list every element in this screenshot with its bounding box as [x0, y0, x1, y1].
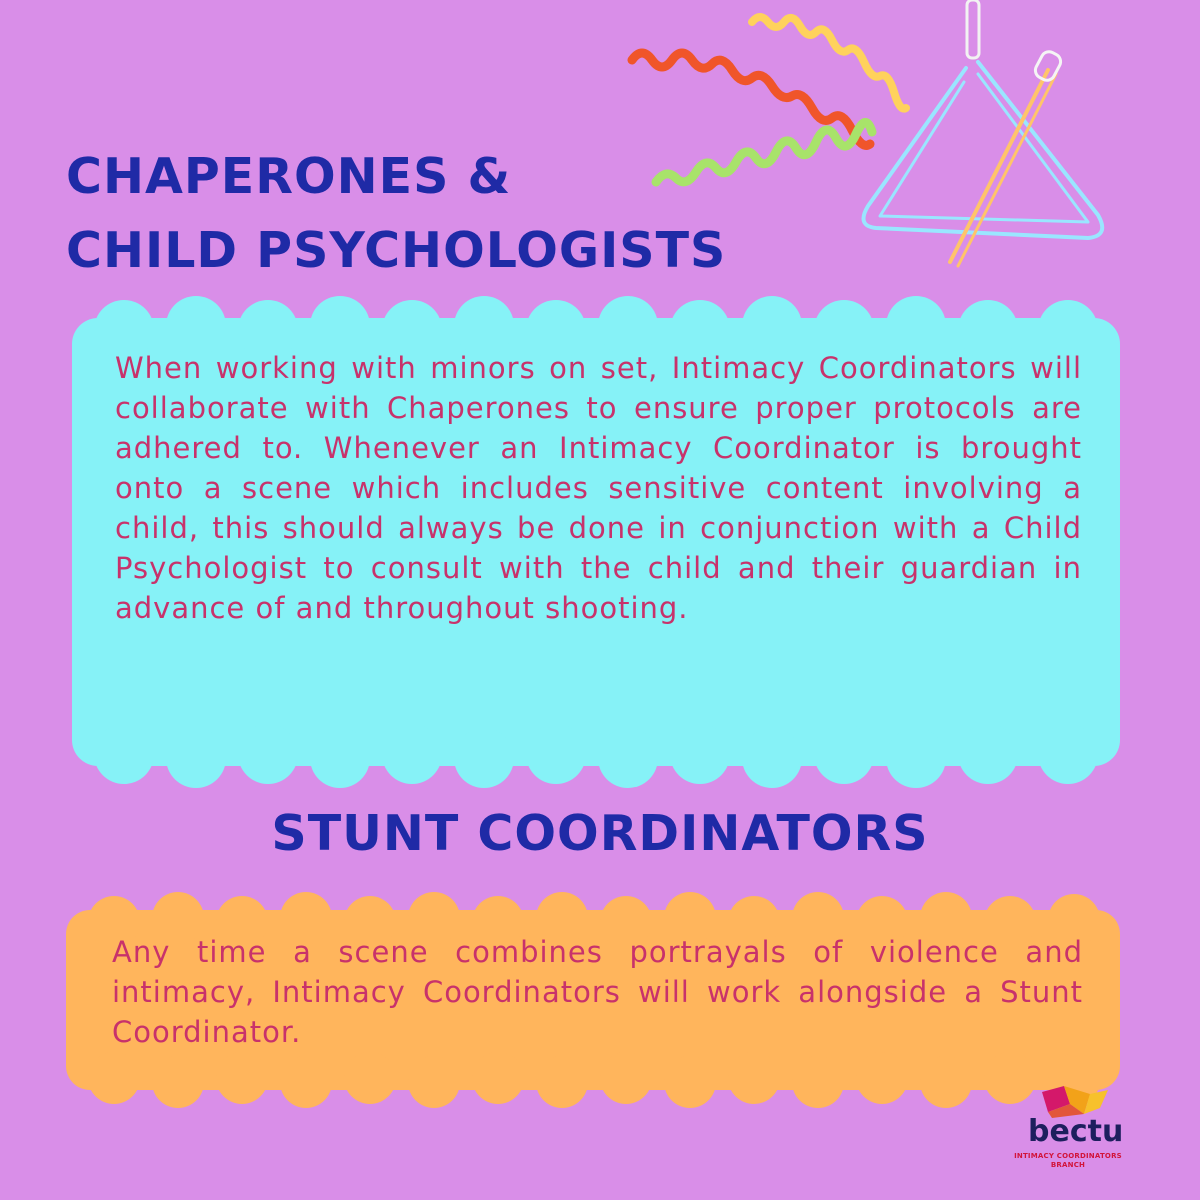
- chaperones-info-box: [72, 300, 1120, 784]
- stunt-info-box: [66, 896, 1120, 1104]
- squiggle-yellow-icon: [752, 17, 906, 109]
- chaperones-body-text: When working with minors on set, Intimacy Coordinators will collaborate with Chaperones to ensure proper protocols are adhered to. Whenever an Intimacy Coordinator is brought onto a scene which includes sensitive content involving a child, this should always be done in conjunction with a Child Psychologist to consult with the child and their guardian in advance of and throughout shooting.: [115, 351, 1082, 625]
- section-heading-chaperones: [66, 140, 726, 288]
- bectu-wordmark: bectu: [1028, 1114, 1124, 1149]
- squiggle-red-icon: [632, 53, 870, 145]
- heading-line-1: CHAPERONES &: [66, 148, 512, 205]
- bectu-branch-subtitle: INTIMACY COORDINATORS BRANCH: [1014, 1152, 1122, 1169]
- bectu-logo: [1012, 1082, 1124, 1172]
- section-heading-stunt-coordinators: STUNT COORDINATORS: [271, 805, 929, 862]
- triangle-instrument-icon: [864, 0, 1103, 266]
- heading-line-2: CHILD PSYCHOLOGISTS: [66, 222, 727, 279]
- stunt-body-text: Any time a scene combines portrayals of violence and intimacy, Intimacy Coordinators will work alongside a Stunt Coordinator.: [112, 935, 1083, 1049]
